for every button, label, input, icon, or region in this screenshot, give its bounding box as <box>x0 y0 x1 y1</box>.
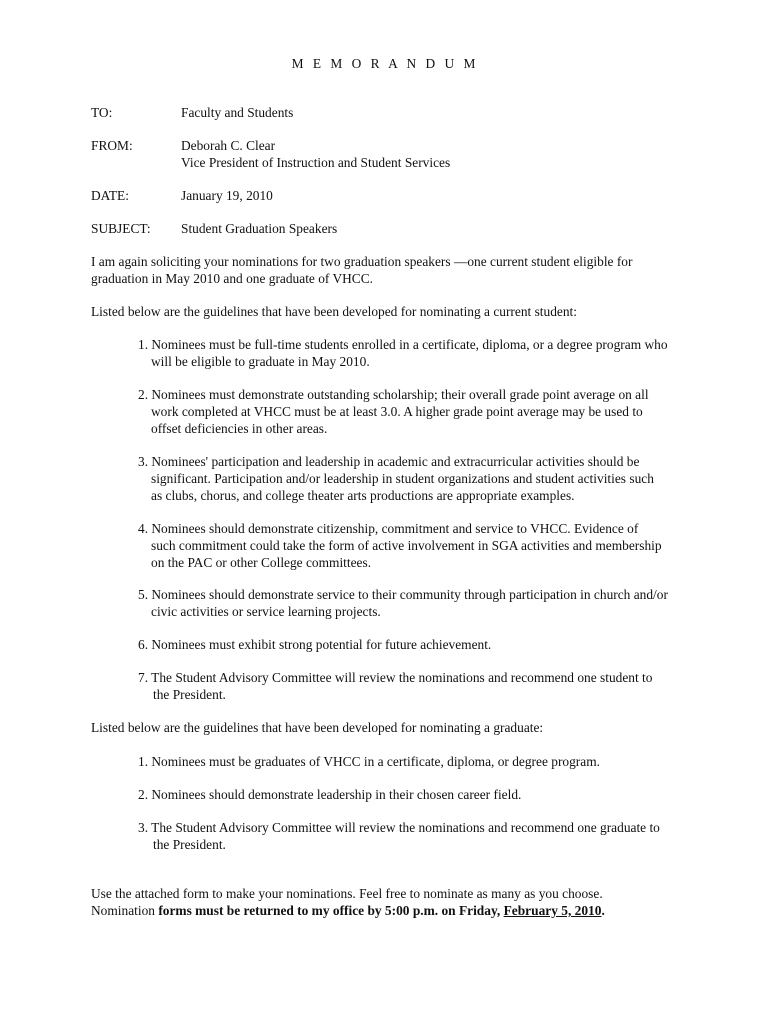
memo-title: M E M O R A N D U M <box>291 56 479 71</box>
intro-line: I am again soliciting your nominations for two graduation speakers —one current student eligible for <box>91 254 633 269</box>
subject-value: Student Graduation Speakers <box>181 221 338 236</box>
from-title: Vice President of Instruction and Student Services <box>181 155 451 170</box>
from-label: FROM: <box>91 138 133 153</box>
closing-bold-text: forms must be returned to my office by 5:00 p.m. on Friday, <box>158 903 504 918</box>
student-guideline-line: the President. <box>153 687 226 702</box>
date-label: DATE: <box>91 188 129 203</box>
student-guideline-line: work completed at VHCC must be at least 3.0. A higher grade point average may be used to <box>151 404 643 419</box>
student-guideline-line: 2. Nominees must demonstrate outstanding scholarship; their overall grade point average on all <box>138 387 649 402</box>
student-guideline-line: 4. Nominees should demonstrate citizenship, commitment and service to VHCC. Evidence of <box>138 521 639 536</box>
subject-label: SUBJECT: <box>91 221 151 236</box>
graduate-guideline-line: 1. Nominees must be graduates of VHCC in a certificate, diploma, or degree program. <box>138 754 600 769</box>
graduate-guideline-line: the President. <box>153 837 226 852</box>
deadline-date: February 5, 2010 <box>503 903 602 918</box>
student-guideline-line: significant. Participation and/or leadership in student organizations and student activities such <box>151 471 654 486</box>
student-guideline-line: 5. Nominees should demonstrate service to their community through participation in church and/or <box>138 587 668 602</box>
student-guideline-line: on the PAC or other College committees. <box>151 555 372 570</box>
student-guideline-line: 6. Nominees must exhibit strong potential for future achievement. <box>138 637 492 652</box>
graduate-guidelines-heading: Listed below are the guidelines that have been developed for nominating a graduate: <box>91 720 544 735</box>
student-guideline-line: 3. Nominees' participation and leadership in academic and extracurricular activities should be <box>138 454 640 469</box>
to-value: Faculty and Students <box>181 105 294 120</box>
student-guideline-line: civic activities or service learning projects. <box>151 604 381 619</box>
closing-deadline-line <box>91 903 605 920</box>
intro-line: graduation in May 2010 and one graduate of VHCC. <box>91 271 374 286</box>
closing-line: Use the attached form to make your nominations. Feel free to nominate as many as you choose. <box>91 886 603 901</box>
student-guideline-line: offset deficiencies in other areas. <box>151 421 328 436</box>
graduate-guideline-line: 3. The Student Advisory Committee will review the nominations and recommend one graduate to <box>138 820 660 835</box>
closing-plain-text: Nomination <box>91 903 159 918</box>
closing-period: . <box>601 903 605 918</box>
student-guideline-line: will be eligible to graduate in May 2010. <box>151 354 370 369</box>
student-guideline-line: as clubs, chorus, and college theater arts productions are appropriate examples. <box>151 488 575 503</box>
graduate-guideline-line: 2. Nominees should demonstrate leadership in their chosen career field. <box>138 787 522 802</box>
student-guidelines-heading: Listed below are the guidelines that have been developed for nominating a current student: <box>91 304 577 319</box>
to-label: TO: <box>91 105 113 120</box>
student-guideline-line: 1. Nominees must be full-time students enrolled in a certificate, diploma, or a degree program who <box>138 337 668 352</box>
date-value: January 19, 2010 <box>181 188 273 203</box>
student-guideline-line: 7. The Student Advisory Committee will review the nominations and recommend one student to <box>138 670 653 685</box>
from-name: Deborah C. Clear <box>181 138 276 153</box>
student-guideline-line: such commitment could take the form of active involvement in SGA activities and membership <box>151 538 662 553</box>
